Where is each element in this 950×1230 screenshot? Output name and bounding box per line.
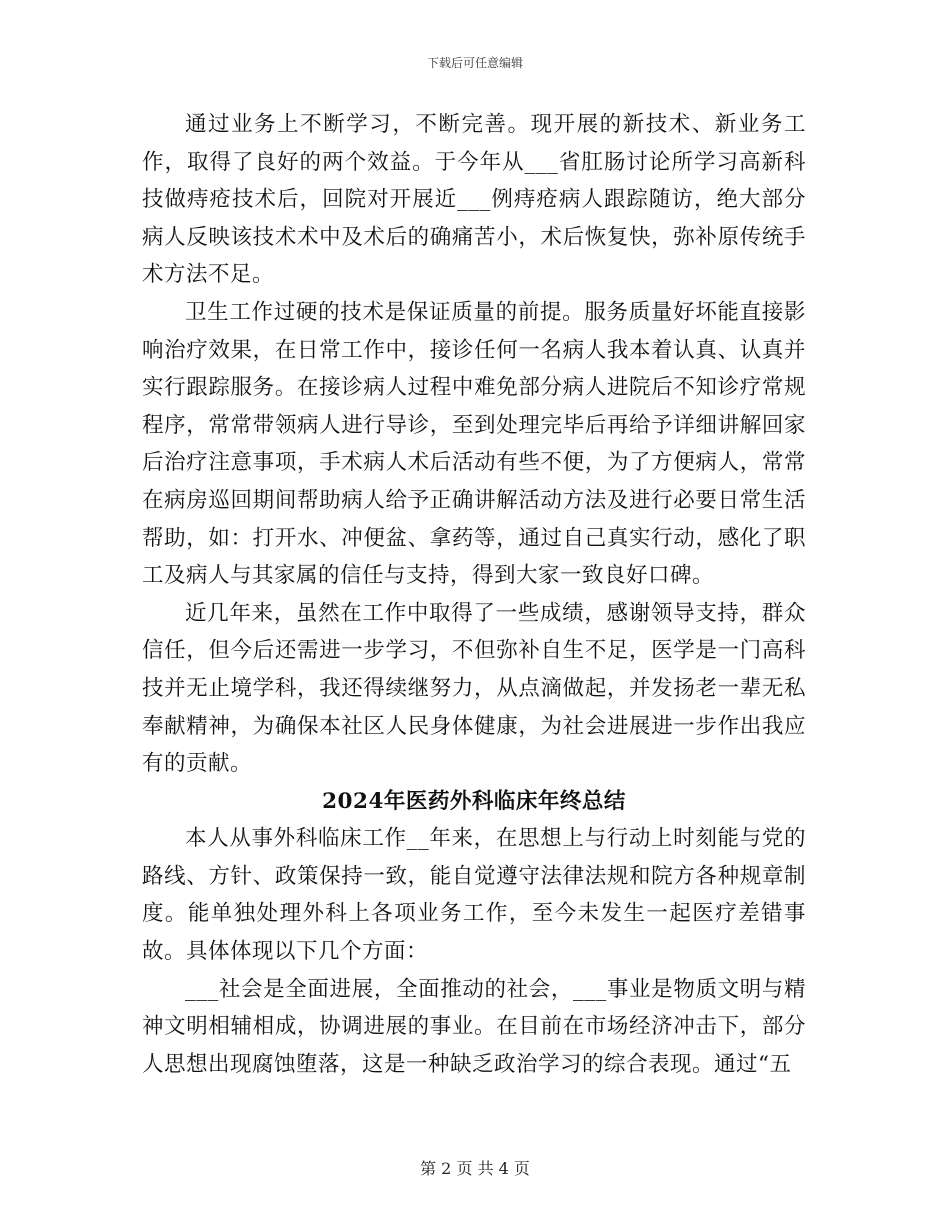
paragraph-society: ___社会是全面进展，全面推动的社会，___事业是物质文明与精神文明相辅相成，协调进展的事业。在目前在市场经济冲击下，部分人思想出现腐蚀堕落，这是一种缺乏政治学习的综合表现。通过“五 <box>142 976 806 1077</box>
page-footer: 第 2 页 共 4 页 <box>420 1159 530 1178</box>
paragraph-service-quality: 卫生工作过硬的技术是保证质量的前提。服务质量好坏能直接影响治疗效果，在日常工作中，接诊任何一名病人我本着认真、认真并实行跟踪服务。在接诊病人过程中难免部分病人进院后不知诊疗常规程序，常常带领病人进行导诊，至到处理完毕后再给予详细讲解回家后治疗注意事项，手术病人术后活动有些不便，为了方便病人，常常在病房巡回期间帮助病人给予正确讲解活动方法及进行必要日常生活帮助，如：打开水、冲便盆、拿药等，通过自己真实行动，感化了职工及病人与其家属的信任与支持，得到大家一致良好口碑。 <box>142 299 806 589</box>
paragraph-intro: 本人从事外科临床工作__年来，在思想上与行动上时刻能与党的路线、方针、政策保持一致，能自觉遵守法律法规和院方各种规章制度。能单独处理外科上各项业务工作，至今未发生一起医疗差错事故。具体体现以下几个方面： <box>142 826 806 965</box>
paragraph-future-effort: 近几年来，虽然在工作中取得了一些成绩，感谢领导支持，群众信任，但今后还需进一步学习，不但弥补自生不足，医学是一门高科技并无止境学科，我还得续继努力，从点滴做起，并发扬老一辈无私奉献精神，为确保本社区人民身体健康，为社会进展进一步作出我应有的贡献。 <box>142 600 806 777</box>
document-body <box>142 106 806 1083</box>
paragraph-new-techniques: 通过业务上不断学习，不断完善。现开展的新技术、新业务工作，取得了良好的两个效益。于今年从___省肛肠讨论所学习高新科技做痔疮技术后，回院对开展近___例痔疮病人跟踪随访，绝大部分病人反映该技术术中及术后的确痛苦小，术后恢复快，弥补原传统手术方法不足。 <box>142 112 806 288</box>
page-header: 下载后可任意编辑 <box>426 56 523 70</box>
section-title: 2024年医药外科临床年终总结 <box>322 788 626 814</box>
